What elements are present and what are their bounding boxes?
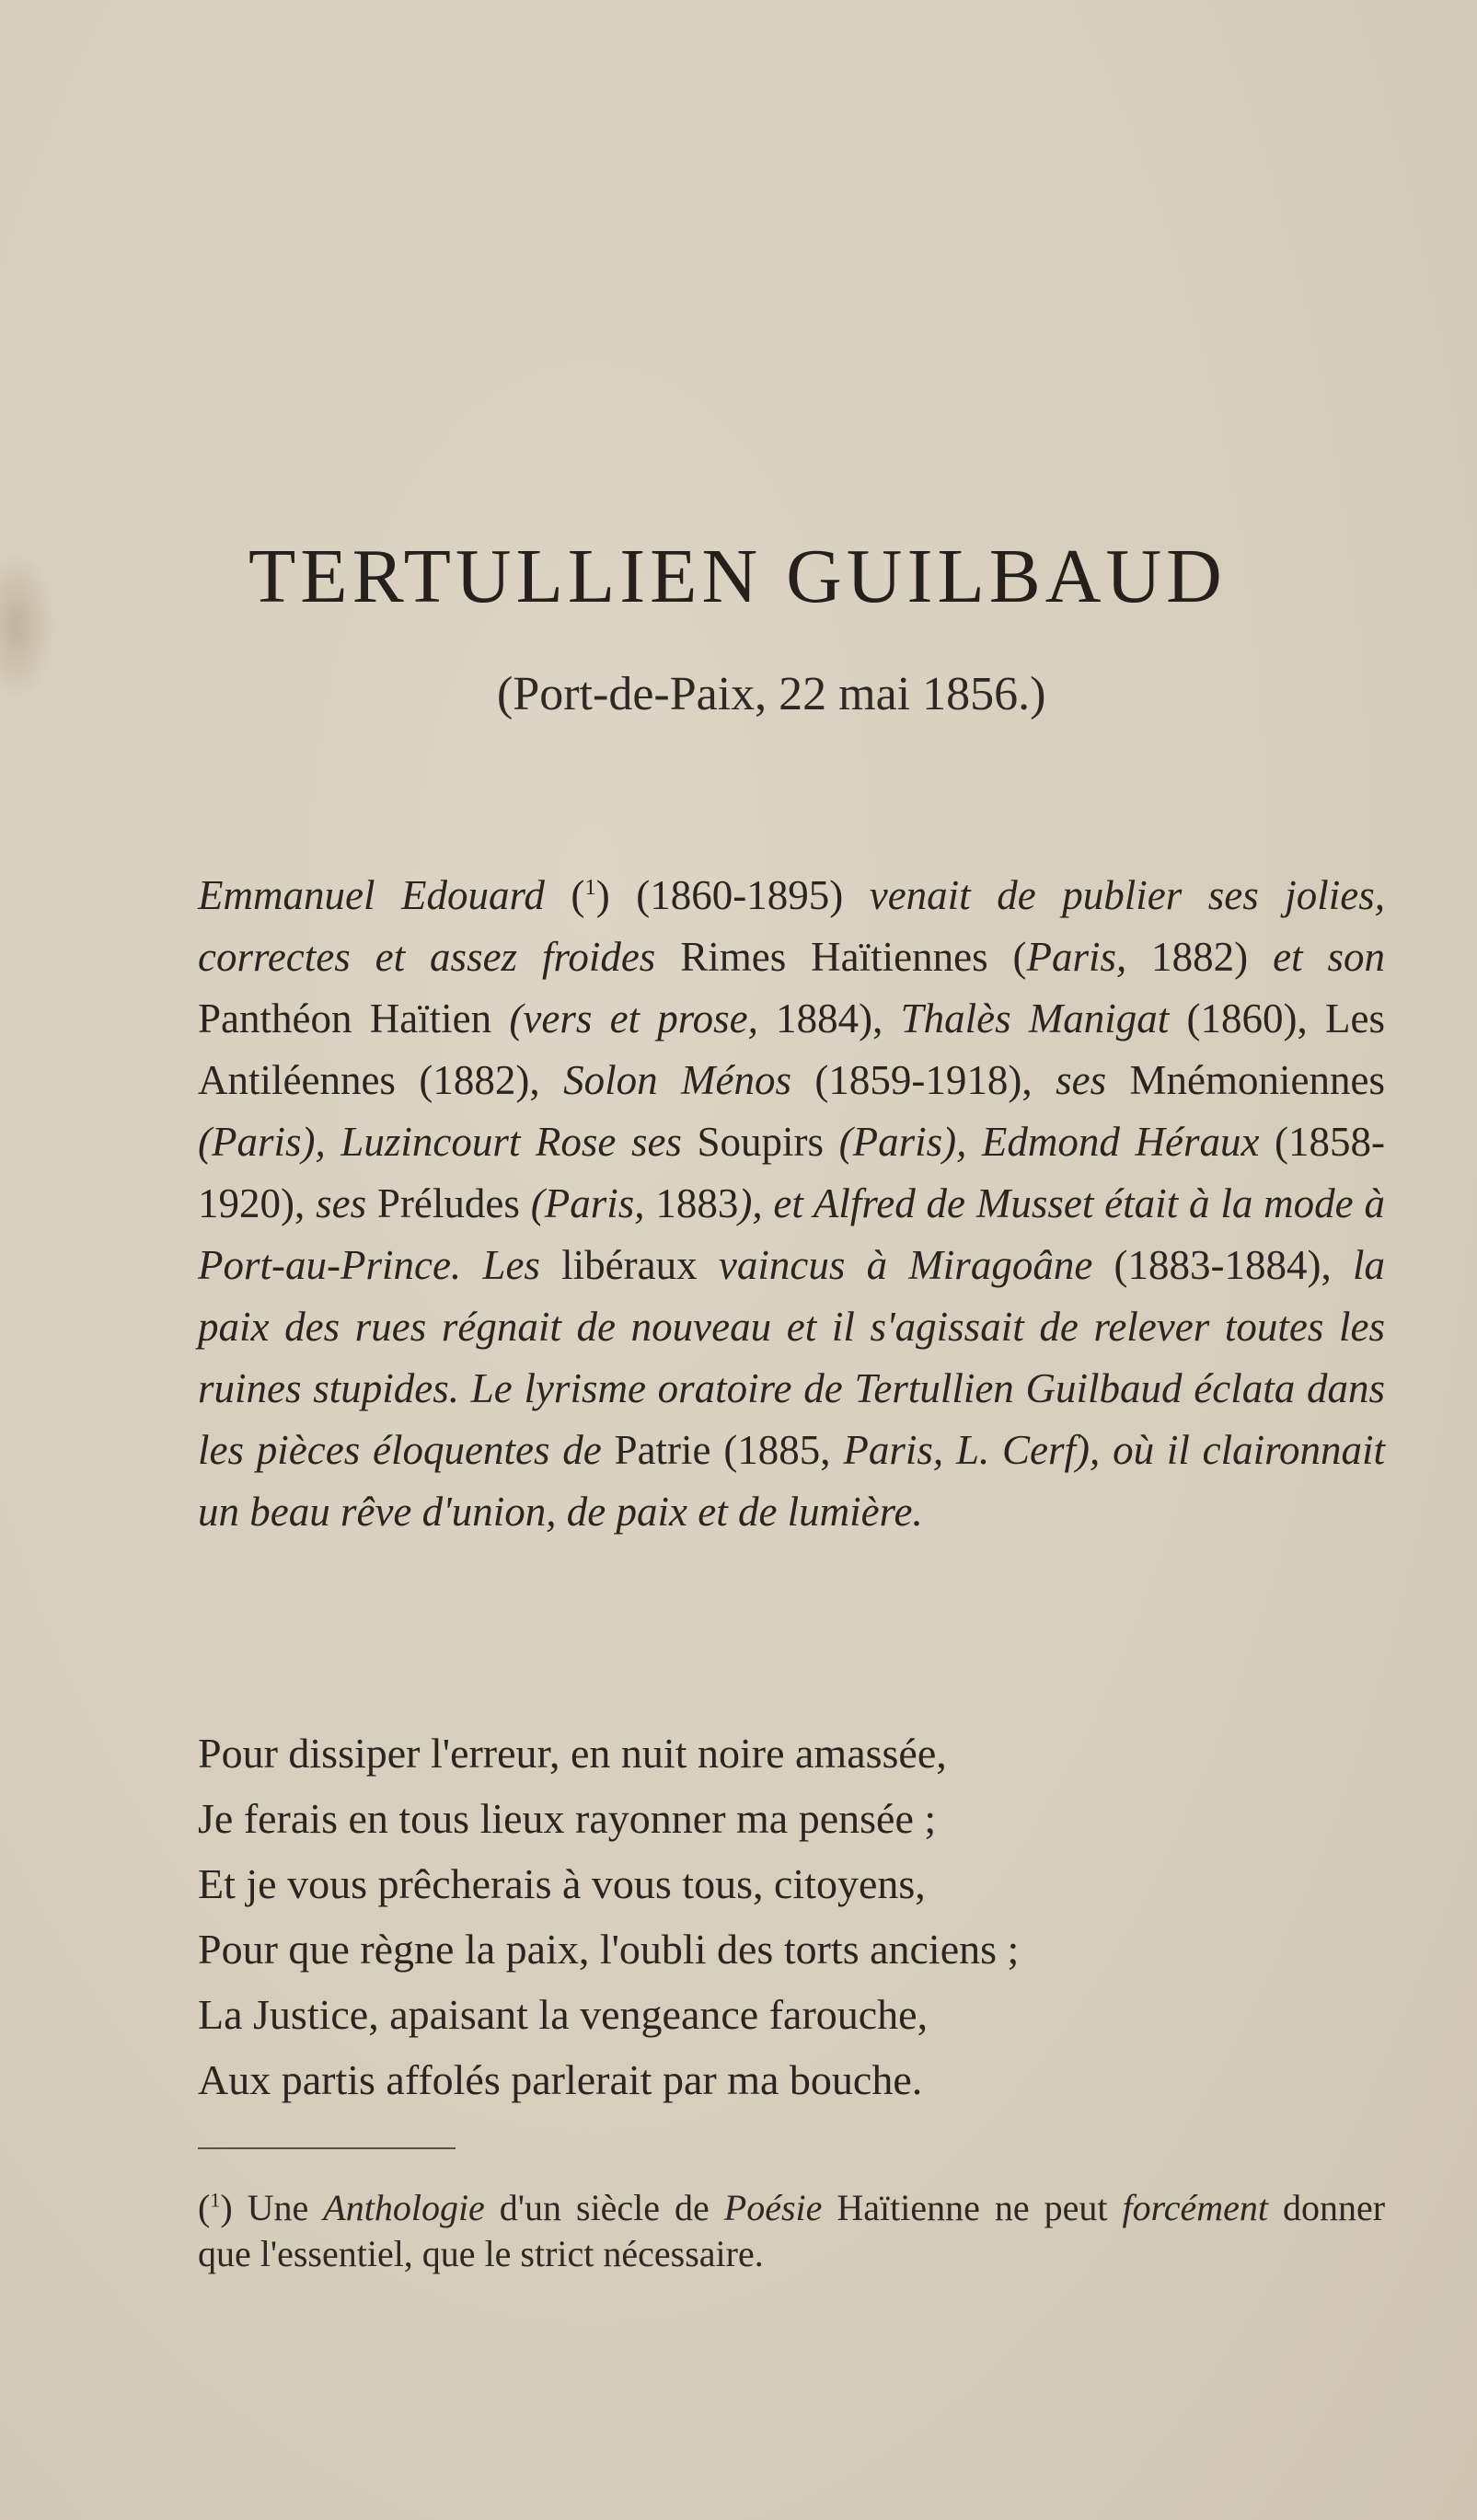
intro-text: (1859-1918), [790,1057,1056,1103]
intro-text: Thalès Manigat [900,995,1170,1041]
poem-line: Je ferais en tous lieux rayonner ma pensée ; [198,1795,937,1842]
footnote [198,2185,1385,2277]
intro-text: la paix des rues régnait de nouveau et il s'agissait de relever toutes les ruines stupides. Le lyrisme oratoire de Tertullien Guilbaud éclata dans les pièces éloquentes de [198,1242,1386,1473]
intro-text: ), et Alfred de Musset était à la mode à Port-au-Prince. Les [198,1180,1385,1288]
footnote-text: d'un siècle de [484,2187,724,2228]
poem-line: Et je vous prêcherais à vous tous, citoyens, [198,1860,926,1907]
page-title: TERTULLIEN GUILBAUD [248,534,1227,619]
footnote-divider [198,2147,456,2149]
intro-text: Solon Ménos [563,1057,791,1103]
intro-text: 1882) [1126,934,1274,980]
footnote-reference: 1 [584,875,596,900]
intro-text: vaincus à Miragoâne [718,1242,1093,1288]
footnote-text: donner que l'essentiel, que le strict nécessaire. [198,2187,1386,2274]
intro-text: venait de publier ses jolies, correctes et assez froides [198,872,1385,980]
poem-line: La Justice, apaisant la vengeance farouche, [198,1991,929,2038]
intro-text: 1884), [757,995,901,1041]
intro-text: Soupirs [681,1119,839,1165]
footnote-text: Une [232,2187,324,2228]
intro-text: Paris, [1026,934,1127,980]
poem-line: Pour dissiper l'erreur, en nuit noire amassée, [198,1730,947,1777]
intro-text: Paris, L. Cerf), où il claironnait un beau rêve d'union, de paix et de lumière. [198,1427,1386,1535]
intro-text: (Paris, [530,1180,645,1226]
intro-text: et son [1273,934,1385,980]
intro-text: (1883-1884), [1092,1242,1353,1288]
intro-text: (1858-1920), [198,1119,1385,1226]
intro-text: Emmanuel Edouard [198,872,545,918]
intro-text: 1883 [644,1180,739,1226]
poem-stanza [198,1720,1394,2112]
intro-text: ses [316,1180,367,1226]
intro-text: (Paris), Luzincourt Rose ses [198,1119,682,1165]
intro-text: Panthéon Haïtien [198,995,510,1041]
intro-text: Préludes [366,1180,531,1226]
footnote-text: Haïtienne ne peut [822,2187,1123,2228]
footnote-text: Poésie [723,2187,823,2228]
intro-text: (1860-1895) [609,872,870,918]
footnote-marker: ($^1$) [198,2187,233,2228]
intro-text: Patrie (1885, [601,1427,844,1473]
birth-info: (Port-de-Paix, 22 mai 1856.) [497,668,1046,720]
intro-text: (vers et prose, [509,995,758,1041]
intro-text: (1860), Les Antiléennes (1882), [198,995,1385,1103]
intro-text: (Paris), Edmond Héraux [838,1119,1260,1165]
poem-line: Aux partis affolés parlerait par ma bouche. [198,2056,923,2103]
footnote-text: forcément [1122,2187,1268,2228]
footnote-text: Anthologie [323,2187,485,2228]
page-stain [0,552,55,699]
intro-text: Mnémoniennes [1106,1057,1385,1103]
intro-text: libéraux [539,1242,719,1288]
intro-text: Rimes Haïtiennes ( [655,934,1027,980]
intro-paragraph: Emmanuel Edouard ($^1$) (1860-1895) venait de publier ses jolies, correctes et assez froides Rimes Haïtiennes (Paris, 1882) et son Panthéon Haïtien (vers et prose, 1884), Thalès Manigat (1860), Les Antiléennes (1882), Solon Ménos (1859-1918), ses Mnémoniennes (Paris), Luzincourt Rose ses Soupirs (Paris), Edmond Héraux (1858-1920), ses Préludes (Paris, 1883), et Alfred de Musset était à la mode à Port-au-Prince. Les libéraux vaincus à Miragoâne (1883-1884), la paix des rues régnait de nouveau et il s'agissait de relever toutes les ruines stupides. Le lyrisme oratoire de Tertullien Guilbaud éclata dans les pièces éloquentes de Patrie (1885, Paris, L. Cerf), où il claironnait un beau rêve d'union, de paix et de lumière. [198,872,1386,1535]
intro-text: ses [1056,1057,1107,1103]
poem-line: Pour que règne la paix, l'oubli des torts anciens ; [198,1926,1020,1973]
